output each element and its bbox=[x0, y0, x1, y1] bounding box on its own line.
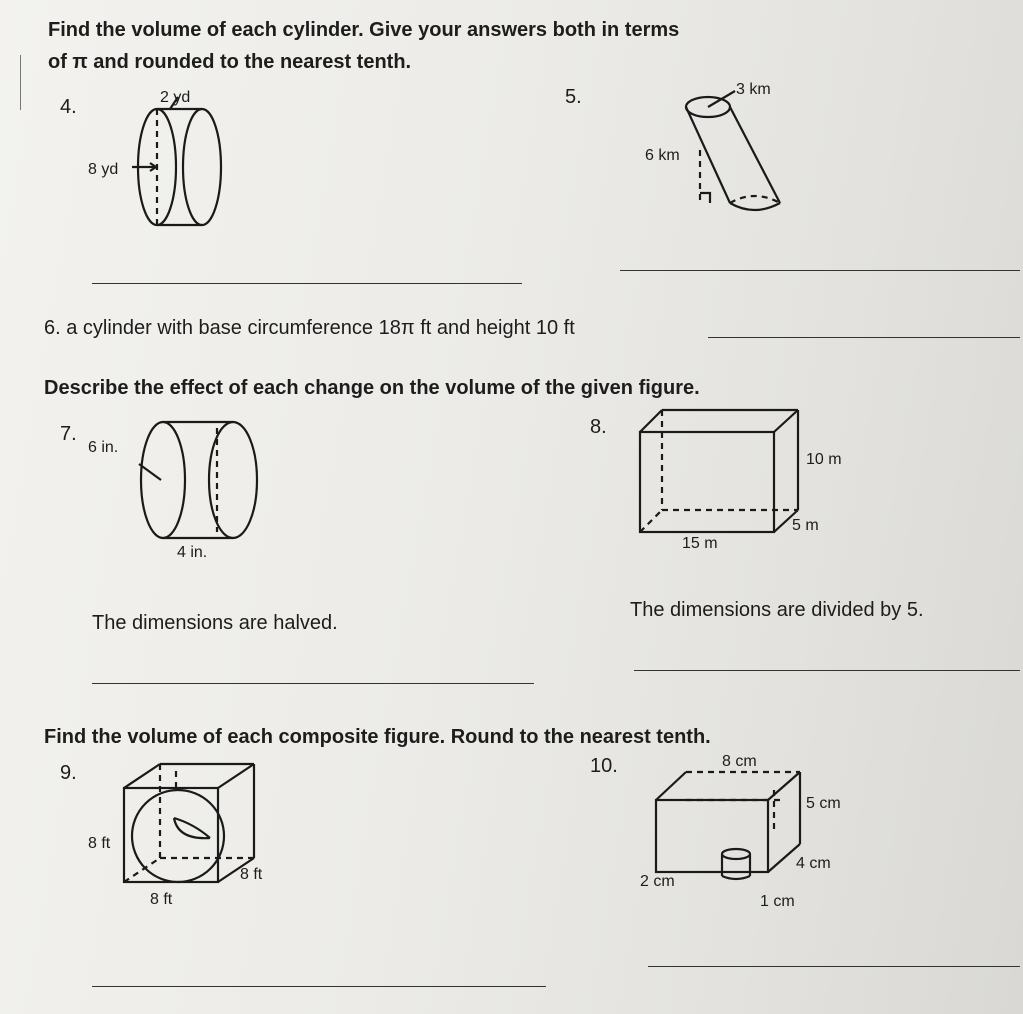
problem-10-cyl-height-label: 1 cm bbox=[760, 893, 795, 910]
margin-line bbox=[20, 55, 21, 110]
problem-5-height-label: 6 km bbox=[645, 147, 680, 164]
problem-9-depth-label: 8 ft bbox=[240, 866, 263, 883]
problem-8-prism-figure bbox=[636, 406, 816, 536]
problem-5-answer-line[interactable] bbox=[620, 270, 1020, 271]
problem-6-text: 6. a cylinder with base circumference 18π ft and height 10 ft bbox=[44, 317, 575, 339]
problem-4-height-label: 8 yd bbox=[88, 161, 119, 178]
section1-instruction-line1: Find the volume of each cylinder. Give your answers both in terms bbox=[48, 19, 680, 41]
problem-7-radius-label: 4 in. bbox=[177, 544, 208, 561]
problem-10-answer-line[interactable] bbox=[648, 966, 1020, 967]
problem-4-radius-label: 2 yd bbox=[160, 89, 191, 106]
problem-8-depth-label: 5 m bbox=[792, 517, 819, 534]
problem-10-cyl-radius-label: 2 cm bbox=[640, 873, 675, 890]
section3-instruction: Find the volume of each composite figure. Round to the nearest tenth. bbox=[44, 726, 711, 748]
problem-4-number: 4. bbox=[60, 96, 77, 118]
problem-7-answer-line[interactable] bbox=[92, 683, 534, 684]
problem-9-answer-line[interactable] bbox=[92, 986, 546, 987]
problem-8-width-label: 15 m bbox=[682, 535, 718, 552]
problem-5-radius-label: 3 km bbox=[736, 81, 771, 98]
problem-10-prism-with-cylinder-figure bbox=[650, 770, 810, 880]
problem-10-height-label: 5 cm bbox=[806, 795, 841, 812]
problem-8-answer-line[interactable] bbox=[634, 670, 1020, 671]
problem-7-change-text: The dimensions are halved. bbox=[92, 612, 338, 634]
problem-6-answer-line[interactable] bbox=[708, 337, 1020, 338]
problem-7-number: 7. bbox=[60, 423, 77, 445]
problem-10-depth-label: 4 cm bbox=[796, 855, 831, 872]
problem-10-number: 10. bbox=[590, 755, 618, 777]
problem-8-change-text: The dimensions are divided by 5. bbox=[630, 599, 924, 621]
problem-8-number: 8. bbox=[590, 416, 607, 438]
problem-4-answer-line[interactable] bbox=[92, 283, 522, 284]
problem-9-width-label: 8 ft bbox=[150, 891, 173, 908]
problem-9-number: 9. bbox=[60, 762, 77, 784]
section1-instruction-line2: of π and rounded to the nearest tenth. bbox=[48, 51, 412, 73]
problem-5-oblique-cylinder-figure bbox=[680, 85, 790, 220]
problem-10-width-label: 8 cm bbox=[722, 753, 757, 770]
problem-7-height-label: 6 in. bbox=[88, 439, 119, 456]
problem-7-cylinder-figure bbox=[135, 420, 265, 545]
section2-instruction: Describe the effect of each change on the volume of the given figure. bbox=[44, 377, 700, 399]
problem-9-height-label: 8 ft bbox=[88, 835, 111, 852]
problem-5-number: 5. bbox=[565, 86, 582, 108]
problem-4-cylinder-figure bbox=[120, 105, 230, 235]
problem-8-height-label: 10 m bbox=[806, 451, 842, 468]
